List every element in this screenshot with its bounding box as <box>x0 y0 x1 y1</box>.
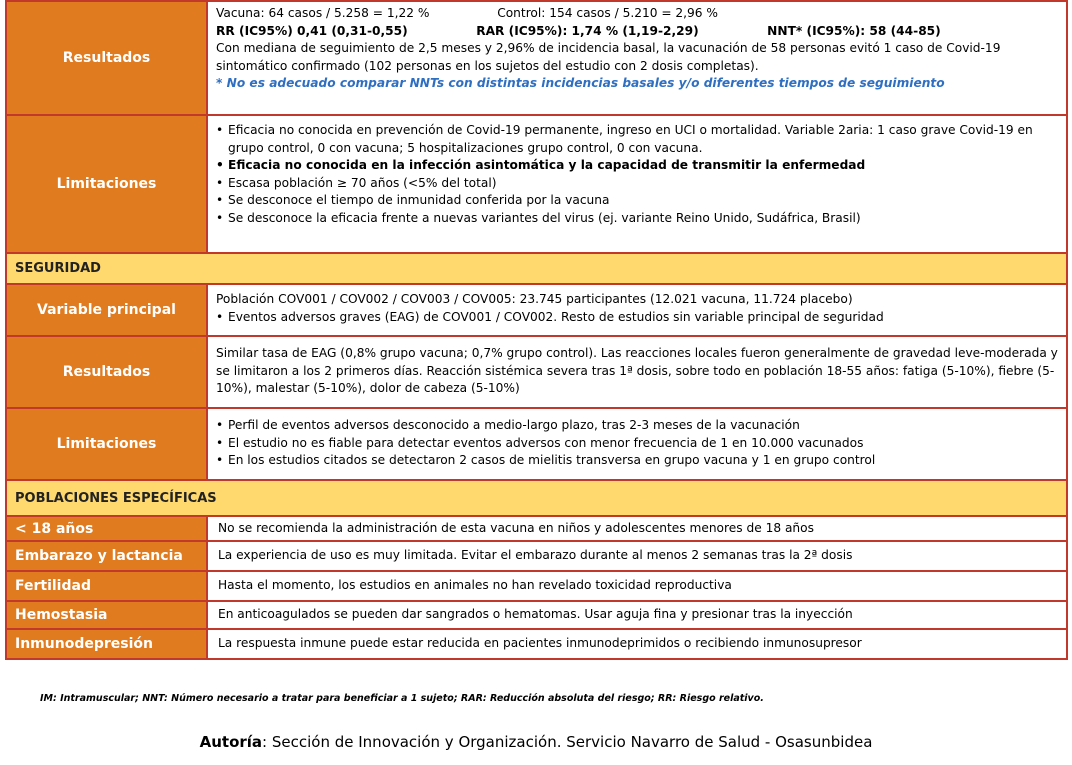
rr-value: RR (IC95%) 0,41 (0,31-0,55) <box>216 23 408 38</box>
row-label: Inmunodepresión <box>7 630 208 658</box>
list-item: • Eventos adversos graves (EAG) de COV001 / COV002. Resto de estudios sin variable principal de seguridad <box>216 309 1058 327</box>
section-header-seguridad: SEGURIDAD <box>7 254 1066 285</box>
list-item: • Eficacia no conocida en la infección asintomática y la capacidad de transmitir la enfermedad <box>216 157 1058 175</box>
row-content: Similar tasa de EAG (0,8% grupo vacuna; 0,7% grupo control). Las reacciones locales fueron generalmente de gravedad leve-moderada y se limitaron a los 2 primeros días. Reacción sistémica severa tras 1ª dosis, sobre todo en población 18-55 años: fatiga (5-10%), fiebre (5-10%), malestar (5-10%), dolor de cabeza (5-10%) <box>216 346 1058 395</box>
row-label: Hemostasia <box>7 602 208 628</box>
eficacia-resultados-row <box>7 2 1066 116</box>
row-label: < 18 años <box>7 517 208 540</box>
row-content: No se recomienda la administración de esta vacuna en niños y adolescentes menores de 18 años <box>218 520 814 535</box>
row-content <box>208 2 1066 114</box>
row-label: Limitaciones <box>7 116 208 252</box>
row-label: Fertilidad <box>7 572 208 600</box>
row-content: Hasta el momento, los estudios en animales no han revelado toxicidad reproductiva <box>218 578 732 593</box>
list-item: • En los estudios citados se detectaron 2 casos de mielitis transversa en grupo vacuna y 1 en grupo control <box>216 452 1058 470</box>
eficacia-limitaciones-row <box>7 116 1066 254</box>
row-content <box>208 116 1066 252</box>
row-label: Variable principal <box>7 285 208 335</box>
list-item: • Se desconoce el tiempo de inmunidad conferida por la vacuna <box>216 192 1058 210</box>
poblacion-row <box>7 630 1066 658</box>
cases-line <box>216 5 1058 23</box>
row-label: Resultados <box>7 2 208 114</box>
seguridad-resultados-row <box>7 337 1066 409</box>
stats-line <box>216 23 1058 41</box>
row-content: La respuesta inmune puede estar reducida en pacientes inmunodeprimidos o recibiendo inmunosupresor <box>218 636 862 651</box>
seguridad-limitaciones-row <box>7 409 1066 481</box>
control-cases: Control: 154 casos / 5.210 = 2,96 % <box>497 6 719 20</box>
poblacion-row <box>7 542 1066 572</box>
list-item: • Eficacia no conocida en prevención de Covid-19 permanente, ingreso en UCI o mortalidad. Variable 2aria: 1 caso grave Covid-19 en grupo control, 0 con vacuna; 5 hospitalizaciones grupo control, 0 con vacuna. <box>216 122 1058 157</box>
poblacion-row <box>7 572 1066 602</box>
list-item: • Se desconoce la eficacia frente a nuevas variantes del virus (ej. variante Reino Unido, Sudáfrica, Brasil) <box>216 210 1058 228</box>
row-label: Limitaciones <box>7 409 208 479</box>
poblacion-row <box>7 602 1066 630</box>
nnt-value: NNT* (IC95%): 58 (44-85) <box>767 23 941 38</box>
list-item: • Perfil de eventos adversos desconocido a medio-largo plazo, tras 2-3 meses de la vacunación <box>216 417 1058 435</box>
row-label: Resultados <box>7 337 208 407</box>
row-label: Embarazo y lactancia <box>7 542 208 570</box>
abbreviations-footnote: IM: Intramuscular; NNT: Número necesario a tratar para beneficiar a 1 sujeto; RAR: Reducción absoluta del riesgo; RR: Riesgo relativo. <box>40 693 764 704</box>
interpretation-text: Con mediana de seguimiento de 2,5 meses y 2,96% de incidencia basal, la vacunación de 58 personas evitó 1 caso de Covid-19 sintomático confirmado (102 personas en los sujetos del estudio con 2 dosis completas). <box>216 41 1001 73</box>
summary-table <box>5 0 1068 660</box>
nnt-note: * No es adecuado comparar NNTs con distintas incidencias basales y/o diferentes tiempos de seguimiento <box>216 76 945 90</box>
row-content: La experiencia de uso es muy limitada. Evitar el embarazo durante al menos 2 semanas tras la 2ª dosis <box>218 548 853 563</box>
row-content: En anticoagulados se pueden dar sangrados o hematomas. Usar aguja fina y presionar tras la inyección <box>218 607 853 622</box>
section-header-poblaciones: POBLACIONES ESPECÍFICAS <box>7 481 1066 517</box>
population-text: Población COV001 / COV002 / COV003 / COV005: 23.745 participantes (12.021 vacuna, 11.724 placebo) <box>216 292 853 306</box>
row-content <box>208 285 1066 335</box>
authorship-line <box>0 733 1072 751</box>
row-content <box>208 409 1066 479</box>
rar-value: RAR (IC95%): 1,74 % (1,19-2,29) <box>476 23 699 38</box>
vaccine-cases: Vacuna: 64 casos / 5.258 = 1,22 % <box>216 6 430 20</box>
list-item: • Escasa población ≥ 70 años (<5% del total) <box>216 175 1058 193</box>
poblacion-row <box>7 517 1066 542</box>
author-label: Autoría <box>199 733 263 751</box>
seguridad-variable-row <box>7 285 1066 337</box>
list-item: • El estudio no es fiable para detectar eventos adversos con menor frecuencia de 1 en 10.000 vacunados <box>216 435 1058 453</box>
author-text: : Sección de Innovación y Organización. Servicio Navarro de Salud - Osasunbidea <box>262 733 873 751</box>
